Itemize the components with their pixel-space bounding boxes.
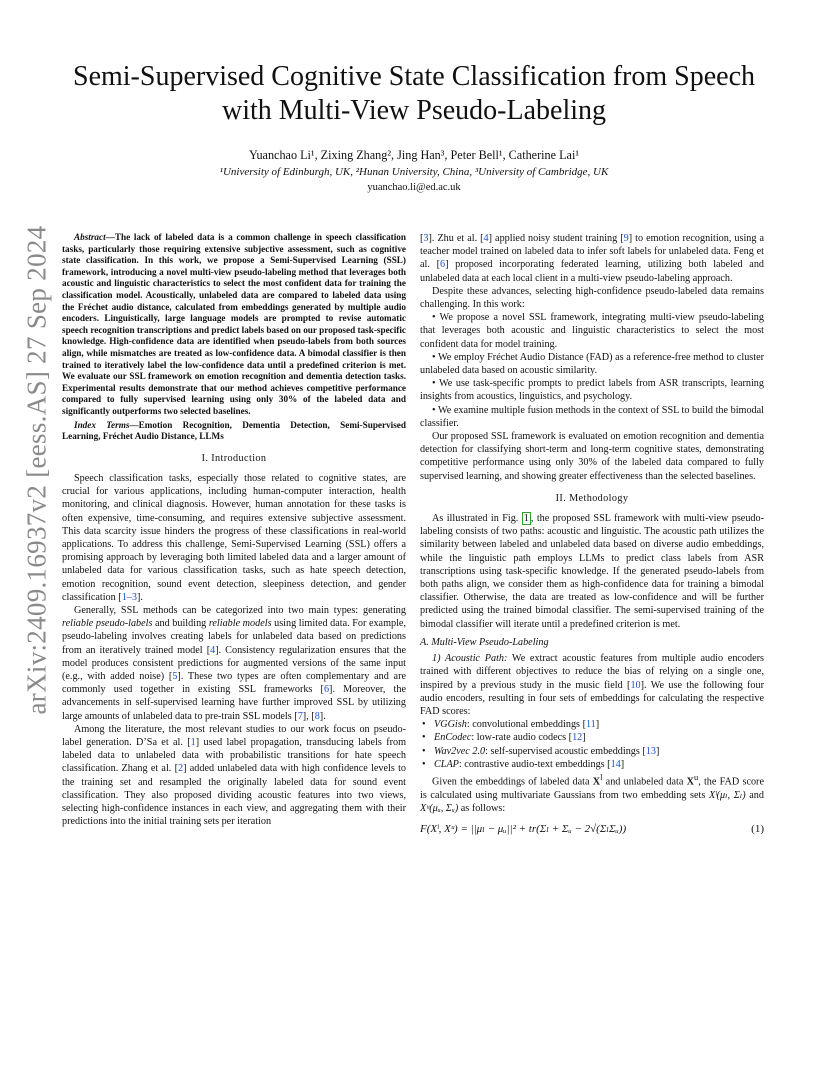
fad-paragraph: Given the embeddings of labeled data $X^l$ and unlabeled data $X^u$, the FAD score is calculated using multivariate Gaussians from two embedding sets Xˡ(μₗ, Σₗ) and Xᵘ(μᵤ, Σᵤ) as follows:: [420, 771, 764, 814]
equation-body: F(Xˡ, Xᵘ) = ||μₗ − μᵤ||² + tr(Σₗ + Σᵤ − 2√(ΣₗΣᵤ)): [420, 822, 627, 835]
affiliations: ¹University of Edinburgh, UK, ²Hunan University, China, ³University of Cambridge, UK: [219, 166, 609, 178]
citation-link[interactable]: [ 1 ]: [187, 737, 199, 748]
contribution-item: • We use task-specific prompts to predict labels from ASR transcripts, learning insights from acoustics, linguistics, and psychology.: [420, 378, 764, 403]
methodology-paragraph-1: As illustrated in Fig. 1 , the proposed SSL framework with multi-view pseudo-labeling consists of two paths: acoustic and linguistic. The acoustic path utilizes the similarity between labeled and unlabeled data based on diverse audio embeddings, while the linguistic path employs LLMs to predict class labels from ASR transcriptions using task-specific knowledge. If the generated pseudo-labels from both paths align, we consider them as high-confidence data for training a bimodal classifier. Otherwise, the data are treated as low-confidence and will be further predicted using the trained bimodal classifier. The semi-supervised training of the bimodal classifier will iterate until a predefined criterion is met.: [420, 513, 764, 630]
citation-link[interactable]: [ 3 ]: [420, 233, 432, 244]
citation-link[interactable]: [ 5 ]: [169, 671, 181, 682]
index-terms-text: —Emotion Recognition, Dementia Detection, Semi-Supervised Learning, Fréchet Audio Distance, LLMs: [62, 419, 406, 442]
citation-link[interactable]: [ 6 ]: [437, 259, 449, 270]
arxiv-identifier-text: arXiv:2409.16937v2 [eess.AS] 27 Sep 2024: [21, 225, 52, 715]
abstract-label: Abstract: [74, 232, 106, 242]
abstract-text: —The lack of labeled data is a common challenge in speech classification tasks, particularly those requiring extensive subjective assessment, such as cognitive state classification. In this work, we propose a Semi-Supervised Learning (SSL) framework, introducing a novel multi-view pseudo-labeling method that leverages both acoustic and linguistic characteristics to select the most confident data for training the classification model. Acoustically, unlabeled data are compared to labeled data using the Fréchet audio distance, calculated from embeddings generated by multiple audio encoders. Linguistically, large language models are prompted to revise automatic speech recognition transcriptions and predict labels based on our proposed task-specific knowledge. High-confidence data are identified when pseudo-labels from both sources align, while mismatches are treated as low-confidence data. A bimodal classifier is then trained to iteratively label the low-confidence data until a predefined criterion is met. We evaluate our SSL framework on emotion recognition and dementia detection tasks. Experimental results demonstrate that our method achieves competitive performance compared to fully supervised learning using only 30% of the labeled data and significantly outperforms two selected baselines.: [62, 232, 406, 416]
arxiv-identifier: [21, 225, 52, 715]
acoustic-path-label: 1) Acoustic Path:: [432, 653, 508, 665]
fad-equation: [420, 823, 764, 836]
left-column: [62, 232, 406, 828]
equation-number: (1): [751, 822, 764, 835]
figure-reference-link[interactable]: 1: [523, 513, 529, 525]
intro-paragraph-1: Speech classification tasks, especially those related to cognitive states, are crucial for various applications, including human-computer interaction, health monitoring, and clinical diagnosis. However, human annotation for these tasks is often expensive, time-consuming, and requires extensive subjective assessment. This data scarcity issue hinders the progress of these classifications in real-world applications. To address this challenge, Semi-Supervised Learning (SSL) offers a promising approach by leveraging both limited labeled data and a larger amount of unlabeled data for various classification tasks, such as hate speech detection, emotion recognition, sound event detection, sleepiness detection, and gender classification [ 1–3 ] .: [62, 472, 406, 604]
encoder-list: [420, 718, 764, 771]
subsection-heading-multiview: A. Multi-View Pseudo-Labeling: [420, 636, 549, 648]
citation-link[interactable]: [ 14 ]: [607, 759, 624, 770]
citation-link[interactable]: [ 2 ]: [175, 763, 187, 774]
contact-email: yuanchao.li@ed.ac.uk: [367, 182, 461, 193]
intro-paragraph-3-continued: [ 3 ] . Zhu et al. [ 4 ] applied noisy student training [ 9 ] to emotion recognition, using a teacher model trained on labeled data to infer soft labels for unlabeled data. Feng et al. [ 6 ] proposed incorporating federated learning, utilizing both labeled and unlabeled data at each local client in a multi-view pseudo-labeling approach.: [420, 232, 764, 285]
section-heading-introduction: I. Introduction: [201, 452, 267, 464]
intro-paragraph-5: Our proposed SSL framework is evaluated on emotion recognition and dementia detection for classifying short-term and long-term cognitive states, demonstrating competitive performance using only 30% of the labeled data compared to fully supervised learning, and showing greater effectiveness than the selected baselines.: [420, 431, 764, 482]
title-line-2: with Multi-View Pseudo-Labeling: [221, 95, 607, 126]
index-terms: [62, 420, 406, 443]
encoder-item: • CLAP: contrastive audio-text embeddings [ 14 ]: [420, 758, 764, 771]
contribution-item: • We examine multiple fusion methods in the context of SSL to build the bimodal classifier.: [420, 404, 764, 429]
section-heading-methodology: II. Methodology: [555, 492, 629, 504]
index-terms-label: Index Terms: [74, 419, 130, 430]
encoder-item: • VGGish: convolutional embeddings [ 11 ]: [420, 718, 764, 731]
intro-paragraph-3: Among the literature, the most relevant studies to our work focus on pseudo-label generation. D’Sa et al. [ 1 ] used label propagation, transducing labels from labeled data to unlabeled data with probabilistic transitions for hate speech classification. Zhang et al. [ 2 ] added unlabeled data with high confidence levels to the training set and resampled the originally labeled data for sound event classification. They also proposed dividing acoustic features into two views, selecting high-confidence instances in each view, and aggregating them with their predictions into the initial training sets per iteration: [62, 723, 406, 829]
intro-paragraph-4: Despite these advances, selecting high-confidence pseudo-labeled data remains challenging. In this work:: [420, 285, 764, 311]
title-line-1: Semi-Supervised Cognitive State Classification from Speech: [73, 61, 755, 92]
citation-link[interactable]: [ 4 ]: [480, 233, 492, 244]
intro-paragraph-2: Generally, SSL methods can be categorized into two main types: generating reliable pseudo-labels and building reliable models using limited data. For example, pseudo-labeling involves creating labels for unlabeled data based on predictions from an iteratively trained model [ 4 ] . Consistency regularization ensures that the model produces consistent predictions for augmented versions of the same input (e.g., with added noise) [ 5 ] . These two types are often complementary and are commonly used together in existing SSL frameworks [ 6 ] . Moreover, the advancements in self-supervised learning have further improved SSL by utilizing large amounts of unlabeled data to pre-train SSL models [ 7 ] , [ 8 ] .: [62, 604, 406, 723]
encoder-item: • Wav2vec 2.0: self-supervised acoustic embeddings [ 13 ]: [420, 745, 764, 758]
encoder-item: • EnCodec: low-rate audio codecs [ 12 ]: [420, 731, 764, 744]
citation-link[interactable]: [ 9 ]: [620, 233, 632, 244]
citation-link[interactable]: [ 10 ]: [627, 680, 644, 691]
citation-link[interactable]: [ 11 ]: [583, 719, 600, 730]
contribution-item: • We employ Fréchet Audio Distance (FAD) as a reference-free method to cluster unlabeled data based on acoustic similarity.: [420, 351, 764, 377]
citation-link[interactable]: [ 13 ]: [642, 746, 659, 757]
acoustic-path-paragraph: 1) Acoustic Path: We extract acoustic features from multiple audio encoders trained with different objectives to reduce the bias of relying on a single one, inspired by a previous study in the music field [ 10 ] . We use the following four audio encoders, resulting in four sets of embeddings for calculating the respective FAD scores:: [420, 652, 764, 718]
citation-link[interactable]: [ 6 ]: [321, 684, 333, 695]
citation-link[interactable]: [ 4 ]: [207, 645, 219, 656]
right-column: [420, 232, 764, 836]
citation-link[interactable]: [ 1–3 ]: [118, 592, 140, 603]
contribution-item: • We propose a novel SSL framework, integrating multi-view pseudo-labeling that leverages both acoustic and linguistic characteristics to select the most confident data for model training.: [420, 312, 764, 350]
paper-title: [60, 60, 768, 128]
citation-link[interactable]: [ 8 ]: [311, 711, 323, 722]
abstract: [62, 232, 406, 418]
citation-link[interactable]: [ 12 ]: [569, 732, 586, 743]
citation-link[interactable]: [ 7 ]: [294, 711, 306, 722]
author-list: Yuanchao Li¹, Zixing Zhang², Jing Han³, Peter Bell¹, Catherine Lai¹: [249, 148, 579, 162]
